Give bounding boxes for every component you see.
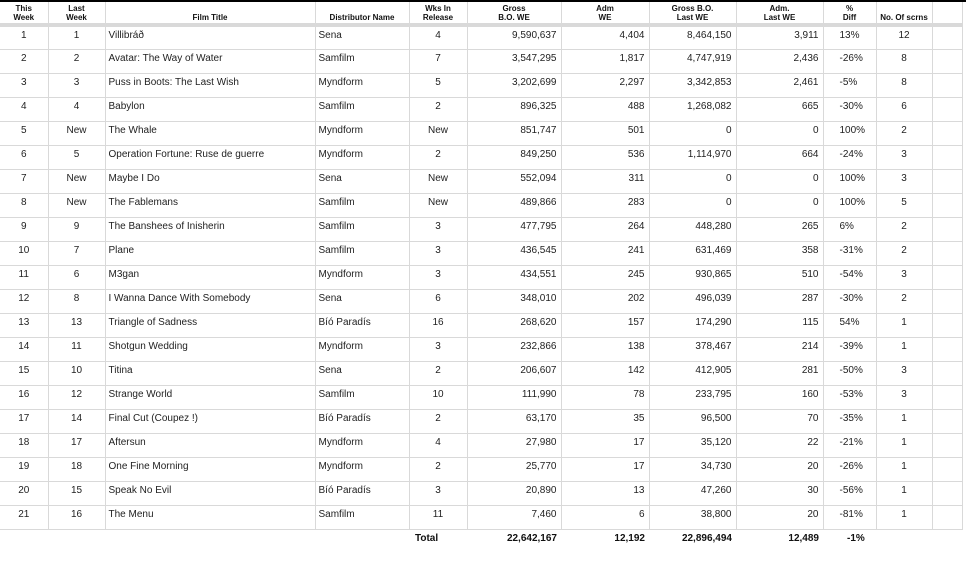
totals-label: Total — [415, 532, 439, 544]
cell-wks-in-release: 6 — [409, 289, 467, 313]
cell-distributor: Samfilm — [315, 505, 409, 529]
cell-screens: 3 — [876, 169, 932, 193]
table-row[interactable] — [0, 217, 962, 241]
cell-gross-bo-last-we: 0 — [649, 193, 736, 217]
cell-last-week: 18 — [48, 457, 105, 481]
cell-last-week: 4 — [48, 97, 105, 121]
header-screens[interactable]: No. Of scrns — [876, 2, 932, 25]
cell-pct-diff: 13% — [823, 25, 876, 49]
cell-pct-diff: -31% — [823, 241, 876, 265]
table-row[interactable] — [0, 289, 962, 313]
cell-distributor: Bíó Paradís — [315, 481, 409, 505]
cell-gross-bo-we: 851,747 — [467, 121, 561, 145]
cell-adm-last-we: 2,436 — [736, 49, 823, 73]
cell-screens: 3 — [876, 265, 932, 289]
cell-distributor: Samfilm — [315, 193, 409, 217]
cell-adm-last-we: 265 — [736, 217, 823, 241]
cell-adm-last-we: 3,911 — [736, 25, 823, 49]
cell-gross-bo-we: 7,460 — [467, 505, 561, 529]
cell-distributor: Myndform — [315, 265, 409, 289]
cell-gross-bo-we: 477,795 — [467, 217, 561, 241]
cell-screens: 6 — [876, 97, 932, 121]
cell-pct-diff: -26% — [823, 49, 876, 73]
cell-this-week: 1 — [0, 25, 48, 49]
cell-pct-diff: -39% — [823, 337, 876, 361]
table-row[interactable] — [0, 481, 962, 505]
totals-adm: 12,192 — [614, 532, 645, 544]
cell-screens: 8 — [876, 49, 932, 73]
cell-wks-in-release: 2 — [409, 361, 467, 385]
cell-film-title: Maybe I Do — [105, 169, 315, 193]
table-row[interactable] — [0, 49, 962, 73]
cell-gross-bo-last-we: 4,747,919 — [649, 49, 736, 73]
cell-last-week: 13 — [48, 313, 105, 337]
cell-gross-bo-last-we: 0 — [649, 121, 736, 145]
cell-this-week: 18 — [0, 433, 48, 457]
cell-pct-diff: 100% — [823, 121, 876, 145]
cell-adm-we: 138 — [561, 337, 649, 361]
cell-adm-we: 13 — [561, 481, 649, 505]
cell-adm-last-we: 510 — [736, 265, 823, 289]
header-pct-diff[interactable]: % Diff — [823, 2, 876, 25]
cell-distributor: Myndform — [315, 121, 409, 145]
cell-adm-last-we: 0 — [736, 193, 823, 217]
table-body — [0, 25, 962, 529]
cell-gross-bo-we: 111,990 — [467, 385, 561, 409]
cell-adm-last-we: 20 — [736, 457, 823, 481]
cell-gross-bo-last-we: 35,120 — [649, 433, 736, 457]
totals-gross: 22,642,167 — [506, 532, 557, 544]
cell-distributor: Sena — [315, 361, 409, 385]
cell-distributor: Bíó Paradís — [315, 409, 409, 433]
cell-last-week: 16 — [48, 505, 105, 529]
cell-screens: 2 — [876, 289, 932, 313]
header-this-week[interactable]: This Week — [0, 2, 48, 25]
cell-film-title: Avatar: The Way of Water — [105, 49, 315, 73]
cell-adm-we: 157 — [561, 313, 649, 337]
cell-gross-bo-last-we: 34,730 — [649, 457, 736, 481]
cell-screens: 3 — [876, 385, 932, 409]
cell-spacer — [932, 121, 962, 145]
cell-adm-last-we: 20 — [736, 505, 823, 529]
cell-this-week: 20 — [0, 481, 48, 505]
cell-adm-we: 142 — [561, 361, 649, 385]
cell-adm-last-we: 30 — [736, 481, 823, 505]
cell-adm-last-we: 160 — [736, 385, 823, 409]
cell-wks-in-release: New — [409, 169, 467, 193]
cell-distributor: Sena — [315, 289, 409, 313]
header-spacer — [932, 2, 962, 25]
cell-film-title: Triangle of Sadness — [105, 313, 315, 337]
cell-spacer — [932, 25, 962, 49]
cell-gross-bo-we: 434,551 — [467, 265, 561, 289]
cell-film-title: Operation Fortune: Ruse de guerre — [105, 145, 315, 169]
header-last-week[interactable]: Last Week — [48, 2, 105, 25]
cell-adm-we: 78 — [561, 385, 649, 409]
cell-gross-bo-we: 232,866 — [467, 337, 561, 361]
cell-last-week: 14 — [48, 409, 105, 433]
cell-this-week: 5 — [0, 121, 48, 145]
header-adm-last-we[interactable]: Adm. Last WE — [736, 2, 823, 25]
cell-film-title: Babylon — [105, 97, 315, 121]
cell-adm-we: 6 — [561, 505, 649, 529]
table-row[interactable] — [0, 193, 962, 217]
cell-wks-in-release: 7 — [409, 49, 467, 73]
cell-this-week: 14 — [0, 337, 48, 361]
cell-screens: 2 — [876, 121, 932, 145]
totals-empty — [932, 529, 962, 550]
cell-pct-diff: -21% — [823, 433, 876, 457]
cell-film-title: Puss in Boots: The Last Wish — [105, 73, 315, 97]
cell-gross-bo-we: 489,866 — [467, 193, 561, 217]
cell-adm-last-we: 2,461 — [736, 73, 823, 97]
header-adm-we[interactable]: Adm WE — [561, 2, 649, 25]
totals-row — [0, 529, 962, 550]
cell-last-week: 8 — [48, 289, 105, 313]
cell-film-title: Plane — [105, 241, 315, 265]
cell-adm-last-we: 665 — [736, 97, 823, 121]
cell-last-week: 7 — [48, 241, 105, 265]
cell-this-week: 4 — [0, 97, 48, 121]
cell-distributor: Sena — [315, 169, 409, 193]
cell-last-week: 10 — [48, 361, 105, 385]
cell-film-title: M3gan — [105, 265, 315, 289]
table-row[interactable] — [0, 337, 962, 361]
cell-adm-we: 501 — [561, 121, 649, 145]
cell-spacer — [932, 457, 962, 481]
cell-last-week: New — [48, 169, 105, 193]
cell-gross-bo-we: 3,547,295 — [467, 49, 561, 73]
cell-screens: 1 — [876, 433, 932, 457]
cell-distributor: Samfilm — [315, 217, 409, 241]
cell-spacer — [932, 313, 962, 337]
cell-pct-diff: -53% — [823, 385, 876, 409]
cell-last-week: 12 — [48, 385, 105, 409]
cell-adm-last-we: 70 — [736, 409, 823, 433]
cell-film-title: The Menu — [105, 505, 315, 529]
table-row[interactable] — [0, 505, 962, 529]
cell-adm-we: 283 — [561, 193, 649, 217]
cell-distributor: Sena — [315, 25, 409, 49]
cell-this-week: 13 — [0, 313, 48, 337]
cell-pct-diff: 6% — [823, 217, 876, 241]
cell-wks-in-release: 2 — [409, 145, 467, 169]
cell-adm-we: 2,297 — [561, 73, 649, 97]
cell-gross-bo-last-we: 38,800 — [649, 505, 736, 529]
cell-last-week: 5 — [48, 145, 105, 169]
cell-pct-diff: -35% — [823, 409, 876, 433]
cell-last-week: 9 — [48, 217, 105, 241]
cell-spacer — [932, 145, 962, 169]
cell-screens: 1 — [876, 481, 932, 505]
cell-this-week: 10 — [0, 241, 48, 265]
cell-adm-last-we: 287 — [736, 289, 823, 313]
cell-last-week: 17 — [48, 433, 105, 457]
cell-last-week: New — [48, 193, 105, 217]
cell-spacer — [932, 49, 962, 73]
cell-distributor: Samfilm — [315, 385, 409, 409]
cell-this-week: 16 — [0, 385, 48, 409]
cell-adm-we: 241 — [561, 241, 649, 265]
cell-spacer — [932, 433, 962, 457]
cell-wks-in-release: 10 — [409, 385, 467, 409]
cell-adm-last-we: 358 — [736, 241, 823, 265]
cell-adm-we: 202 — [561, 289, 649, 313]
cell-adm-last-we: 0 — [736, 169, 823, 193]
cell-wks-in-release: 3 — [409, 217, 467, 241]
cell-adm-last-we: 281 — [736, 361, 823, 385]
cell-pct-diff: -26% — [823, 457, 876, 481]
cell-distributor: Samfilm — [315, 49, 409, 73]
cell-film-title: I Wanna Dance With Somebody — [105, 289, 315, 313]
cell-distributor: Myndform — [315, 337, 409, 361]
totals-spacer — [0, 529, 409, 550]
cell-gross-bo-last-we: 1,114,970 — [649, 145, 736, 169]
cell-distributor: Myndform — [315, 73, 409, 97]
table-row[interactable] — [0, 121, 962, 145]
header-gross-bo-we[interactable]: Gross B.O. WE — [467, 2, 561, 25]
cell-gross-bo-we: 849,250 — [467, 145, 561, 169]
cell-film-title: Aftersun — [105, 433, 315, 457]
cell-adm-we: 311 — [561, 169, 649, 193]
cell-film-title: The Fablemans — [105, 193, 315, 217]
table-row[interactable] — [0, 73, 962, 97]
cell-gross-bo-last-we: 174,290 — [649, 313, 736, 337]
cell-adm-we: 1,817 — [561, 49, 649, 73]
cell-gross-bo-we: 268,620 — [467, 313, 561, 337]
cell-film-title: Titina — [105, 361, 315, 385]
cell-spacer — [932, 409, 962, 433]
cell-wks-in-release: 2 — [409, 409, 467, 433]
cell-film-title: The Banshees of Inisherin — [105, 217, 315, 241]
table-row[interactable] — [0, 145, 962, 169]
cell-wks-in-release: 2 — [409, 97, 467, 121]
cell-gross-bo-last-we: 496,039 — [649, 289, 736, 313]
cell-screens: 1 — [876, 409, 932, 433]
table-row[interactable] — [0, 433, 962, 457]
cell-adm-last-we: 214 — [736, 337, 823, 361]
cell-this-week: 8 — [0, 193, 48, 217]
cell-adm-last-we: 22 — [736, 433, 823, 457]
cell-adm-last-we: 0 — [736, 121, 823, 145]
table-row[interactable] — [0, 97, 962, 121]
cell-adm-we: 536 — [561, 145, 649, 169]
table-row[interactable] — [0, 265, 962, 289]
cell-wks-in-release: 4 — [409, 25, 467, 49]
cell-gross-bo-we: 436,545 — [467, 241, 561, 265]
cell-this-week: 3 — [0, 73, 48, 97]
cell-distributor: Samfilm — [315, 241, 409, 265]
cell-film-title: Speak No Evil — [105, 481, 315, 505]
cell-screens: 2 — [876, 217, 932, 241]
cell-spacer — [932, 361, 962, 385]
cell-screens: 1 — [876, 337, 932, 361]
cell-screens: 1 — [876, 505, 932, 529]
cell-adm-we: 264 — [561, 217, 649, 241]
cell-spacer — [932, 217, 962, 241]
table-row[interactable] — [0, 241, 962, 265]
cell-gross-bo-we: 25,770 — [467, 457, 561, 481]
cell-last-week: 6 — [48, 265, 105, 289]
cell-adm-last-we: 664 — [736, 145, 823, 169]
header-gross-bo-last-we[interactable]: Gross B.O. Last WE — [649, 2, 736, 25]
cell-adm-we: 488 — [561, 97, 649, 121]
table-row[interactable] — [0, 409, 962, 433]
cell-gross-bo-last-we: 378,467 — [649, 337, 736, 361]
cell-last-week: 3 — [48, 73, 105, 97]
cell-last-week: 11 — [48, 337, 105, 361]
cell-film-title: Final Cut (Coupez !) — [105, 409, 315, 433]
cell-adm-last-we: 115 — [736, 313, 823, 337]
table-row[interactable] — [0, 25, 962, 49]
cell-pct-diff: -50% — [823, 361, 876, 385]
cell-screens: 3 — [876, 145, 932, 169]
cell-wks-in-release: New — [409, 193, 467, 217]
cell-adm-we: 17 — [561, 433, 649, 457]
cell-screens: 5 — [876, 193, 932, 217]
cell-this-week: 19 — [0, 457, 48, 481]
cell-pct-diff: 54% — [823, 313, 876, 337]
table-row[interactable] — [0, 457, 962, 481]
cell-spacer — [932, 193, 962, 217]
cell-this-week: 7 — [0, 169, 48, 193]
cell-this-week: 15 — [0, 361, 48, 385]
cell-spacer — [932, 337, 962, 361]
cell-film-title: One Fine Morning — [105, 457, 315, 481]
cell-gross-bo-last-we: 0 — [649, 169, 736, 193]
cell-gross-bo-we: 552,094 — [467, 169, 561, 193]
cell-screens: 8 — [876, 73, 932, 97]
table-row[interactable] — [0, 313, 962, 337]
cell-screens: 2 — [876, 241, 932, 265]
header-distributor[interactable]: Distributor Name — [315, 2, 409, 25]
cell-pct-diff: -5% — [823, 73, 876, 97]
cell-adm-we: 17 — [561, 457, 649, 481]
cell-pct-diff: -54% — [823, 265, 876, 289]
cell-pct-diff: 100% — [823, 169, 876, 193]
cell-this-week: 11 — [0, 265, 48, 289]
cell-spacer — [932, 73, 962, 97]
cell-pct-diff: -81% — [823, 505, 876, 529]
cell-gross-bo-last-we: 96,500 — [649, 409, 736, 433]
cell-this-week: 6 — [0, 145, 48, 169]
cell-film-title: Villibráð — [105, 25, 315, 49]
totals-empty — [876, 529, 932, 550]
cell-distributor: Samfilm — [315, 97, 409, 121]
cell-gross-bo-we: 20,890 — [467, 481, 561, 505]
totals-diff: -1% — [847, 532, 865, 544]
cell-pct-diff: 100% — [823, 193, 876, 217]
cell-film-title: Strange World — [105, 385, 315, 409]
cell-pct-diff: -30% — [823, 97, 876, 121]
cell-gross-bo-last-we: 930,865 — [649, 265, 736, 289]
cell-this-week: 2 — [0, 49, 48, 73]
cell-this-week: 9 — [0, 217, 48, 241]
cell-wks-in-release: 3 — [409, 481, 467, 505]
cell-gross-bo-we: 9,590,637 — [467, 25, 561, 49]
cell-gross-bo-we: 27,980 — [467, 433, 561, 457]
cell-distributor: Bíó Paradís — [315, 313, 409, 337]
cell-wks-in-release: 3 — [409, 337, 467, 361]
cell-gross-bo-last-we: 8,464,150 — [649, 25, 736, 49]
cell-spacer — [932, 97, 962, 121]
cell-film-title: Shotgun Wedding — [105, 337, 315, 361]
cell-this-week: 12 — [0, 289, 48, 313]
cell-gross-bo-we: 896,325 — [467, 97, 561, 121]
cell-wks-in-release: 3 — [409, 265, 467, 289]
cell-pct-diff: -56% — [823, 481, 876, 505]
cell-last-week: 2 — [48, 49, 105, 73]
table-row[interactable] — [0, 361, 962, 385]
cell-last-week: New — [48, 121, 105, 145]
cell-spacer — [932, 265, 962, 289]
totals-gross-last: 22,896,494 — [681, 532, 732, 544]
header-film-title[interactable]: Film Title — [105, 2, 315, 25]
cell-film-title: The Whale — [105, 121, 315, 145]
cell-gross-bo-last-we: 448,280 — [649, 217, 736, 241]
cell-wks-in-release: 4 — [409, 433, 467, 457]
cell-adm-we: 35 — [561, 409, 649, 433]
cell-spacer — [932, 505, 962, 529]
cell-gross-bo-we: 348,010 — [467, 289, 561, 313]
cell-adm-we: 245 — [561, 265, 649, 289]
table-row[interactable] — [0, 385, 962, 409]
header-row — [0, 2, 962, 25]
cell-gross-bo-we: 63,170 — [467, 409, 561, 433]
cell-spacer — [932, 385, 962, 409]
cell-pct-diff: -24% — [823, 145, 876, 169]
table-row[interactable] — [0, 169, 962, 193]
cell-screens: 1 — [876, 313, 932, 337]
cell-wks-in-release: 11 — [409, 505, 467, 529]
cell-last-week: 15 — [48, 481, 105, 505]
cell-wks-in-release: 2 — [409, 457, 467, 481]
cell-spacer — [932, 289, 962, 313]
cell-distributor: Myndform — [315, 433, 409, 457]
cell-gross-bo-last-we: 631,469 — [649, 241, 736, 265]
cell-screens: 12 — [876, 25, 932, 49]
cell-wks-in-release: 3 — [409, 241, 467, 265]
totals-adm-last: 12,489 — [788, 532, 819, 544]
cell-distributor: Myndform — [315, 145, 409, 169]
cell-screens: 3 — [876, 361, 932, 385]
box-office-table — [0, 2, 963, 550]
cell-adm-we: 4,404 — [561, 25, 649, 49]
cell-distributor: Myndform — [315, 457, 409, 481]
cell-spacer — [932, 481, 962, 505]
cell-spacer — [932, 169, 962, 193]
cell-this-week: 17 — [0, 409, 48, 433]
cell-gross-bo-last-we: 1,268,082 — [649, 97, 736, 121]
cell-last-week: 1 — [48, 25, 105, 49]
cell-wks-in-release: 5 — [409, 73, 467, 97]
cell-screens: 1 — [876, 457, 932, 481]
cell-gross-bo-we: 3,202,699 — [467, 73, 561, 97]
cell-gross-bo-last-we: 47,260 — [649, 481, 736, 505]
cell-wks-in-release: 16 — [409, 313, 467, 337]
header-wks-in-release[interactable]: Wks In Release — [409, 2, 467, 25]
cell-this-week: 21 — [0, 505, 48, 529]
cell-wks-in-release: New — [409, 121, 467, 145]
cell-gross-bo-last-we: 412,905 — [649, 361, 736, 385]
cell-pct-diff: -30% — [823, 289, 876, 313]
cell-gross-bo-we: 206,607 — [467, 361, 561, 385]
cell-spacer — [932, 241, 962, 265]
cell-gross-bo-last-we: 233,795 — [649, 385, 736, 409]
cell-gross-bo-last-we: 3,342,853 — [649, 73, 736, 97]
